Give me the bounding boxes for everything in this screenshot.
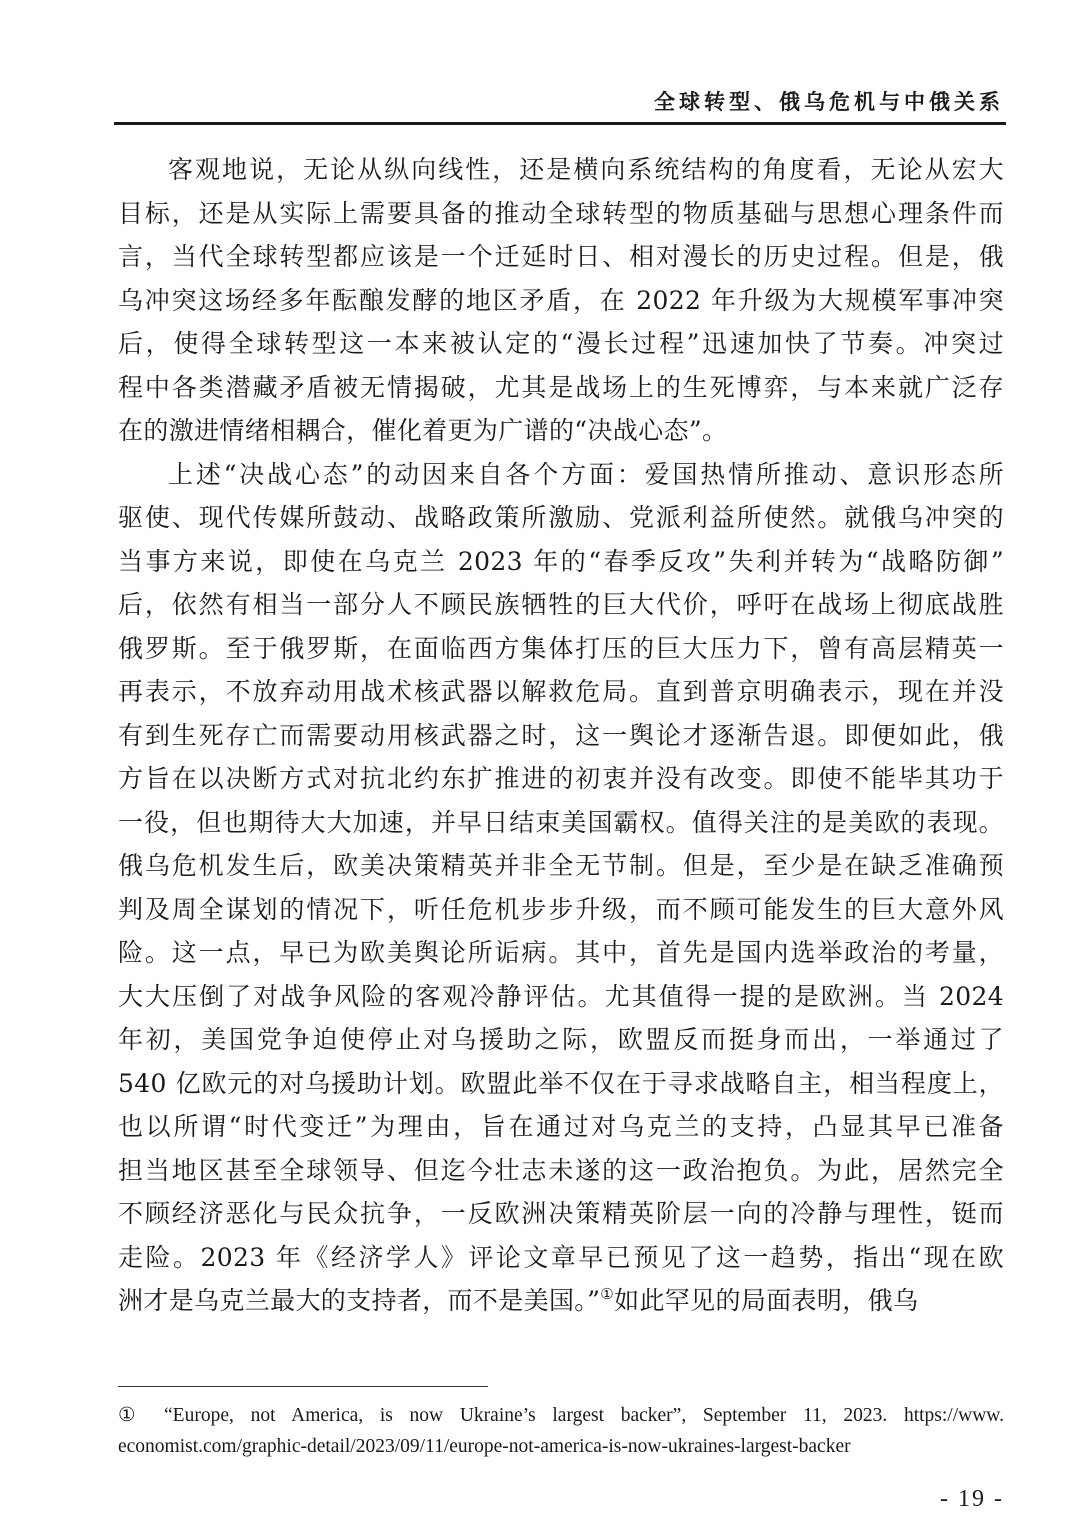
paragraph-line: 判及周全谋划的情况下，听任危机步步升级，而不顾可能发生的巨大意外风 bbox=[118, 894, 1004, 924]
paragraph-line: 方旨在以决断方式对抗北约东扩推进的初衷并没有改变。即使不能毕其功于 bbox=[118, 764, 1004, 793]
paragraph-line: 担当地区甚至全球领导、但迄今壮志未遂的这一政治抱负。为此，居然完全 bbox=[118, 1155, 1004, 1185]
paragraph-line: 言，当代全球转型都应该是一个迁延时日、相对漫长的历史过程。但是，俄 bbox=[118, 242, 1004, 271]
paragraph-line: 再表示，不放弃动用战术核武器以解救危局。直到普京明确表示，现在并没 bbox=[118, 677, 1004, 706]
paragraph-line: 一役，但也期待大大加速，并早日结束美国霸权。值得关注的是美欧的表现。 bbox=[118, 807, 1004, 837]
paragraph-line: 走险。2023 年《经济学人》评论文章早已预见了这一趋势，指出“现在欧 bbox=[118, 1242, 1004, 1272]
paragraph-line: 程中各类潜藏矛盾被无情揭破，尤其是战场上的生死博弈，与本来就广泛存 bbox=[118, 372, 1004, 402]
paragraph-line: 乌冲突这场经多年酝酿发酵的地区矛盾，在 2022 年升级为大规模军事冲突 bbox=[118, 285, 1004, 315]
footnote-reference[interactable]: ① bbox=[600, 1285, 615, 1303]
line-text: 洲才是乌克兰最大的支持者，而不是美国。” bbox=[118, 1286, 601, 1315]
paragraph-line: 上述“决战心态”的动因来自各个方面：爱国热情所推动、意识形态所 bbox=[168, 459, 1004, 489]
paragraph-line-with-footnote bbox=[118, 1279, 1004, 1323]
paragraph-line: 险。这一点，早已为欧美舆论所诟病。其中，首先是国内选举政治的考量， bbox=[118, 938, 1004, 967]
footnote-url-line[interactable]: economist.com/graphic-detail/2023/09/11/europe-not-america-is-now-ukraines-largest-backer bbox=[118, 1436, 851, 1457]
footnote-separator bbox=[118, 1386, 488, 1387]
paragraph-line: 大大压倒了对战争风险的客观冷静评估。尤其值得一提的是欧洲。当 2024 bbox=[118, 981, 1004, 1011]
paragraph-line: 俄乌危机发生后，欧美决策精英并非全无节制。但是，至少是在缺乏准确预 bbox=[118, 851, 1004, 880]
paragraph-line: 俄罗斯。至于俄罗斯，在面临西方集体打压的巨大压力下，曾有高层精英一 bbox=[118, 633, 1004, 663]
paragraph-line: 目标，还是从实际上需要具备的推动全球转型的物质基础与思想心理条件而 bbox=[118, 198, 1004, 228]
paragraph-line: 不顾经济恶化与民众抗争，一反欧洲决策精英阶层一向的冷静与理性，铤而 bbox=[118, 1199, 1004, 1228]
footnote bbox=[118, 1400, 1004, 1462]
paragraph-line: 后，使得全球转型这一本来被认定的“漫长过程”迅速加快了节奏。冲突过 bbox=[118, 329, 1004, 358]
paragraph-line: 驱使、现代传媒所鼓动、战略政策所激励、党派利益所使然。就俄乌冲突的 bbox=[118, 503, 1004, 532]
header-rule bbox=[114, 122, 1006, 125]
line-text-continued: 如此罕见的局面表明，俄乌 bbox=[614, 1286, 919, 1315]
paragraph-line: 也以所谓“时代变迁”为理由，旨在通过对乌克兰的支持，凸显其早已准备 bbox=[118, 1112, 1004, 1141]
running-header-title: 全球转型、俄乌危机与中俄关系 bbox=[654, 90, 1004, 114]
paragraph-line: 客观地说，无论从纵向线性，还是横向系统结构的角度看，无论从宏大 bbox=[168, 155, 1004, 184]
paragraph-line: 在的激进情绪相耦合，催化着更为广谱的“决战心态”。 bbox=[118, 416, 728, 445]
footnote-line: ① “Europe, not America, is now Ukraine’s largest backer”, September 11, 2023. https://www. bbox=[118, 1405, 1004, 1426]
paragraph-line: 年初，美国党争迫使停止对乌援助之际，欧盟反而挺身而出，一举通过了 bbox=[118, 1025, 1004, 1054]
paragraph-line: 有到生死存亡而需要动用核武器之时，这一舆论才逐渐告退。即便如此，俄 bbox=[118, 720, 1004, 750]
paragraph-line: 540 亿欧元的对乌援助计划。欧盟此举不仅在于寻求战略自主，相当程度上， bbox=[118, 1068, 1004, 1098]
body-text bbox=[118, 148, 1004, 1323]
paragraph-line: 后，依然有相当一部分人不顾民族牺牲的巨大代价，呼吁在战场上彻底战胜 bbox=[118, 590, 1004, 619]
paragraph-line: 当事方来说，即使在乌克兰 2023 年的“春季反攻”失利并转为“战略防御” bbox=[118, 546, 1004, 576]
page-number: - 19 - bbox=[940, 1486, 1004, 1512]
